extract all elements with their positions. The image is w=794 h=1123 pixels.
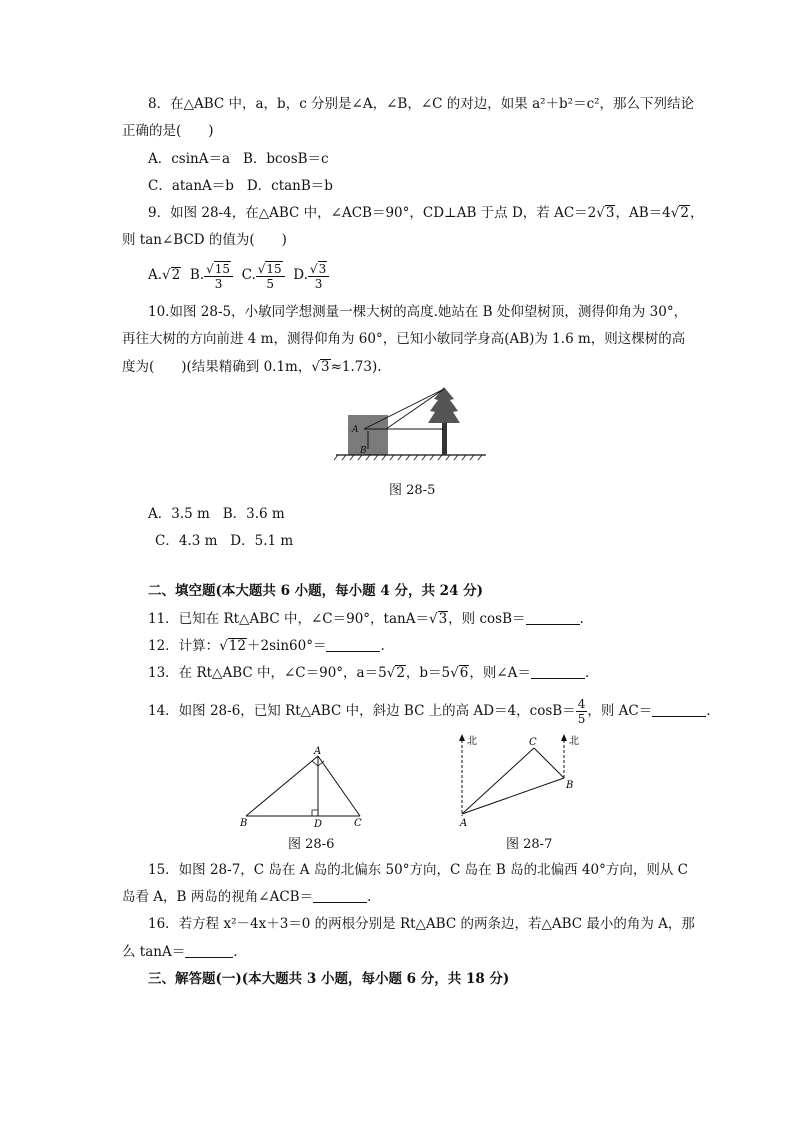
fig287-north-arrow-b (561, 734, 567, 741)
q10-line1: 10.如图 28-5，小敏同学想测量一棵大树的高度.她站在 B 处仰望树顶，测得仰角为 30°， (148, 304, 688, 320)
q14: 14．如图 28-6，已知 Rt△ABC 中，斜边 BC 上的高 AD＝4，cosB＝ $\frac{4}{5}$ ，则 AC＝ . (148, 697, 711, 726)
fig285-label-b: B (360, 446, 367, 456)
tree-crown (428, 387, 460, 423)
fig285-label-a: A (352, 425, 359, 435)
figure-28-6 (236, 744, 372, 830)
q9-line2: 则 tan∠BCD 的值为( ) (122, 232, 287, 248)
q8-option-a: A．csinA＝a (148, 151, 231, 167)
q16-line2: 么 tanA＝ . (122, 944, 238, 960)
fig287-side-ab (462, 778, 564, 814)
q9-option-b: B. $\frac{√15}{3}$ (190, 267, 233, 283)
q8-option-d: D．ctanB＝b (246, 178, 333, 194)
q10-line3: 度为( )(结果精确到 0.1m，√3≈1.73). (122, 359, 382, 375)
fig286-side-ac (318, 756, 360, 816)
fig286-label-a: A (314, 746, 322, 757)
q12-answer-blank[interactable] (326, 638, 380, 652)
fig287-caption: 图 28-7 (506, 837, 553, 852)
q13-answer-blank[interactable] (531, 665, 585, 679)
tree-trunk (442, 421, 447, 455)
q10-option-a: A．3.5 m (148, 506, 210, 522)
section2-title: 二、填空题(本大题共 6 小题，每小题 4 分，共 24 分) (148, 583, 484, 599)
q8-option-c: C．atanA＝b (148, 178, 234, 194)
q9-option-a: A.√2 (148, 267, 181, 283)
fig286-caption: 图 28-6 (288, 837, 335, 852)
q11: 11．已知在 Rt△ABC 中，∠C＝90°，tanA＝√3，则 cosB＝ . (148, 611, 584, 627)
figure-28-5 (334, 383, 490, 463)
q9-rad3: 3 (605, 205, 615, 221)
fig286-label-b: B (240, 818, 248, 829)
fig287-side-ac (462, 748, 534, 814)
fig286-side-ab (246, 756, 318, 816)
q9-rad2: 2 (680, 205, 689, 221)
fig286-right-angle-d (312, 810, 318, 816)
q10-option-b: B．3.6 m (222, 506, 285, 522)
q8-line1: 8．在△ABC 中，a，b，c 分别是∠A，∠B，∠C 的对边，如果 a²＋b²＝c²，那么下列结论 (148, 96, 695, 112)
q10-line2: 再往大树的方向前进 4 m，测得仰角为 60°，已知小敏同学身高(AB)为 1.6 m，则这棵树的高 (122, 331, 686, 347)
fig287-north-label-a: 北 (467, 736, 477, 747)
q8-option-b: B．bcosB＝c (242, 151, 329, 167)
q9-line1: 9．如图 28-4，在△ABC 中，∠ACB＝90°，CD⊥AB 于点 D，若 AC＝2√3，AB＝4√2， (148, 205, 704, 221)
q9-options (148, 258, 329, 292)
q9-option-c: C. $\frac{√15}{5}$ (242, 267, 285, 283)
fig287-label-a: A (460, 818, 468, 829)
fig287-north-arrow-a (459, 734, 465, 741)
fig287-side-cb (534, 748, 564, 778)
figure-28-7 (454, 730, 584, 830)
q14-answer-blank[interactable] (652, 703, 706, 717)
fig287-north-label-b: 北 (569, 736, 579, 747)
fig287-label-c: C (529, 737, 537, 748)
q9-option-d: D. $\frac{√3}{3}$ (293, 267, 329, 283)
q10-option-c: C．4.3 m (155, 533, 218, 549)
q8-options-cd (148, 177, 333, 195)
q15-answer-blank[interactable] (313, 889, 367, 903)
q11-answer-blank[interactable] (526, 611, 580, 625)
q10-options-ab (148, 505, 285, 523)
q15-line2: 岛看 A，B 两岛的视角∠ACB＝ . (122, 889, 372, 905)
fig286-label-c: C (354, 818, 362, 829)
q8-options-ab (148, 150, 329, 168)
q13: 13．在 Rt△ABC 中，∠C＝90°，a＝5√2，b＝5√6，则∠A＝ . (148, 665, 590, 681)
fig285-caption: 图 28-5 (389, 483, 436, 498)
fig286-label-d: D (314, 819, 323, 830)
q15-line1: 15．如图 28-7，C 岛在 A 岛的北偏东 50°方向，C 岛在 B 岛的北偏西 40°方向，则从 C (148, 862, 688, 878)
q10-option-d: D．5.1 m (230, 533, 294, 549)
q10-options-cd (155, 532, 293, 550)
q12: 12．计算：√12＋2sin60°＝ . (148, 638, 385, 654)
q8-line2: 正确的是( ) (122, 123, 214, 139)
q16-line1: 16．若方程 x²－4x＋3＝0 的两根分别是 Rt△ABC 的两条边，若△ABC 最小的角为 A，那 (148, 916, 695, 932)
ground-hatch (334, 455, 482, 460)
section3-title: 三、解答题(一)(本大题共 3 小题，每小题 6 分，共 18 分) (148, 971, 510, 987)
q16-answer-blank[interactable] (185, 944, 233, 958)
fig287-label-b: B (566, 780, 574, 791)
